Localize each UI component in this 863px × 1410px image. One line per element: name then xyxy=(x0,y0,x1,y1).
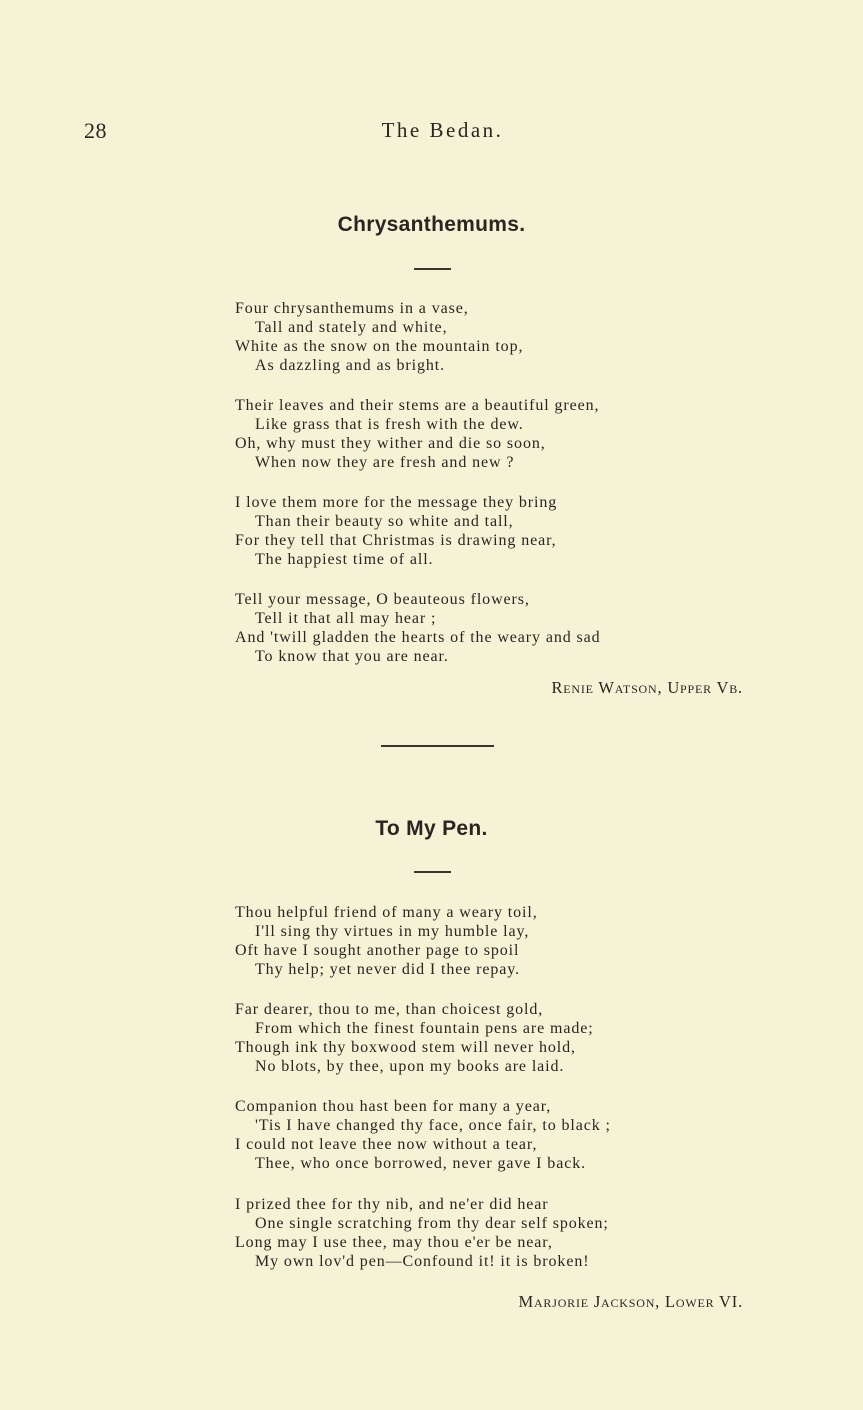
poem-title-to-my-pen: To My Pen. xyxy=(375,817,488,840)
verse-line: As dazzling and as bright. xyxy=(255,357,446,374)
stanza xyxy=(235,1195,609,1271)
verse-line: Like grass that is fresh with the dew. xyxy=(255,416,524,433)
page-number: 28 xyxy=(84,118,107,143)
verse-line: Far dearer, thou to me, than choicest gold, xyxy=(235,1001,544,1018)
verse-line: The happiest time of all. xyxy=(255,551,434,568)
verse-line: Thou helpful friend of many a weary toil, xyxy=(235,904,538,921)
stanza xyxy=(235,1000,594,1076)
verse-line: And 'twill gladden the hearts of the weary and sad xyxy=(235,629,601,646)
title-rule xyxy=(414,871,451,873)
stanza xyxy=(235,590,601,666)
verse-line: Companion thou hast been for many a year, xyxy=(235,1098,552,1115)
verse-line: No blots, by thee, upon my books are laid. xyxy=(255,1058,565,1075)
verse-line: Tell it that all may hear ; xyxy=(255,610,437,627)
verse-line: Their leaves and their stems are a beautiful green, xyxy=(235,397,600,414)
author-signature: Renie Watson, Upper Vb. xyxy=(551,678,743,697)
poem-title-chrysanthemums: Chrysanthemums. xyxy=(337,213,526,236)
author-signature: Marjorie Jackson, Lower VI. xyxy=(518,1292,743,1311)
verse-line: Oh, why must they wither and die so soon, xyxy=(235,435,546,452)
title-rule xyxy=(414,268,451,270)
verse-line: White as the snow on the mountain top, xyxy=(235,338,524,355)
verse-line: When now they are fresh and new ? xyxy=(255,454,515,471)
verse-line: I'll sing thy virtues in my humble lay, xyxy=(255,923,530,940)
stanza xyxy=(235,396,599,472)
stanza xyxy=(235,299,523,375)
verse-line: To know that you are near. xyxy=(255,648,449,665)
verse-line: I could not leave thee now without a tear, xyxy=(235,1136,538,1153)
verse-line: Oft have I sought another page to spoil xyxy=(235,942,520,959)
stanza xyxy=(235,903,538,979)
verse-line: 'Tis I have changed thy face, once fair, to black ; xyxy=(255,1117,611,1134)
verse-line: My own lov'd pen—Confound it! it is broken! xyxy=(255,1253,590,1270)
stanza xyxy=(235,493,557,569)
verse-line: I prized thee for thy nib, and ne'er did hear xyxy=(235,1196,549,1213)
section-divider xyxy=(381,745,494,747)
verse-line: Than their beauty so white and tall, xyxy=(255,513,514,530)
verse-line: Four chrysanthemums in a vase, xyxy=(235,300,469,317)
verse-line: I love them more for the message they bring xyxy=(235,494,558,511)
stanza xyxy=(235,1097,611,1173)
verse-line: Thee, who once borrowed, never gave I back. xyxy=(255,1155,587,1172)
verse-line: From which the finest fountain pens are made; xyxy=(255,1020,594,1037)
verse-line: Tall and stately and white, xyxy=(255,319,448,336)
verse-line: One single scratching from thy dear self spoken; xyxy=(255,1215,609,1232)
verse-line: For they tell that Christmas is drawing near, xyxy=(235,532,557,549)
verse-line: Long may I use thee, may thou e'er be near, xyxy=(235,1234,553,1251)
verse-line: Thy help; yet never did I thee repay. xyxy=(255,961,521,978)
running-head: The Bedan. xyxy=(381,118,504,142)
verse-line: Tell your message, O beauteous flowers, xyxy=(235,591,530,608)
verse-line: Though ink thy boxwood stem will never hold, xyxy=(235,1039,576,1056)
